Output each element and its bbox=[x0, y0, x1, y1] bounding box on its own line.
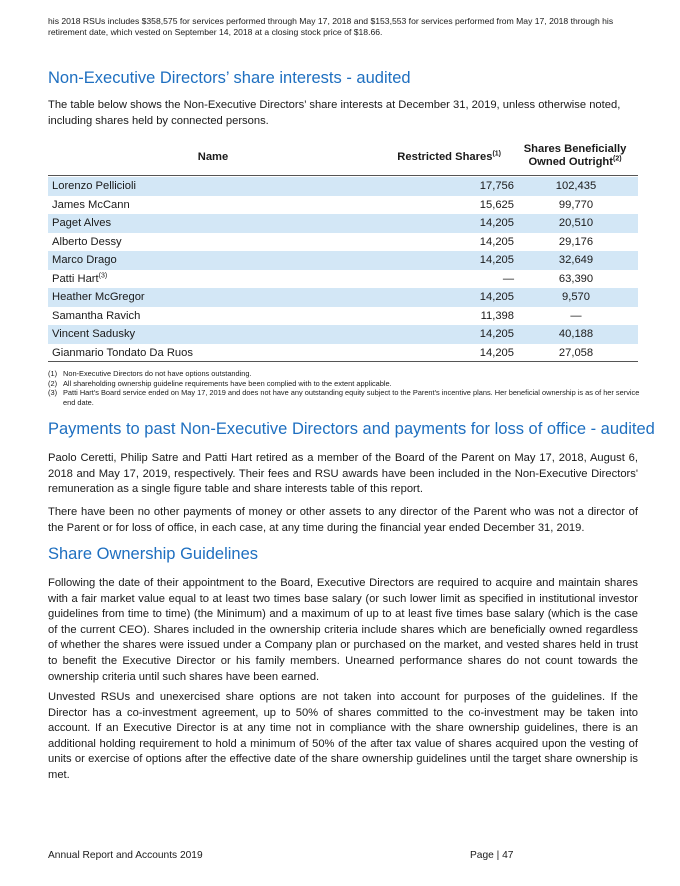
table-row bbox=[48, 288, 638, 307]
table-row bbox=[48, 196, 638, 215]
section-title-payments: Payments to past Non-Executive Directors and payments for loss of office - audited bbox=[48, 420, 655, 438]
section-title-share-interests: Non-Executive Directors’ share interests - audited bbox=[48, 69, 411, 87]
cell-director-name: Alberto Dessy bbox=[52, 235, 122, 248]
table-footnote-1: (1) Non-Executive Directors do not have options outstanding. bbox=[48, 369, 252, 378]
cell-director-name: Paget Alves bbox=[52, 217, 112, 229]
cell-restricted-shares: 17,756 bbox=[479, 180, 514, 192]
guidelines-paragraph-1: Following the date of their appointment to the Board, Executive Directors are required to acquire and maintain shares with a fair market value equal to at least two times base salary (or such lower limit as specified in institutional investor guidelines from time to time) (the Minimum) and a maximum of up to at least five times base salary (which is the case of the current CEO). Shares included in the ownership criteria include shares which are beneficially owned regardless of whether the shares were issued under a Company plan or purchased on the market, and vested shares held in trust to benefit the Executive Director or his family members. Unearned performance shares do not count towards the ownership criteria until such shares have been earned. bbox=[48, 577, 638, 683]
table-row bbox=[48, 177, 638, 196]
cell-restricted-shares: 14,205 bbox=[479, 254, 514, 266]
cell-restricted-shares: 14,205 bbox=[479, 235, 514, 248]
table-bottom-rule bbox=[48, 361, 638, 362]
cell-owned-outright: 29,176 bbox=[558, 235, 594, 248]
payments-paragraph-1: Paolo Ceretti, Philip Satre and Patti Hart retired as a member of the Board of the Parent on May 17, 2018, August 6, 2018 and May 17, 2019, respectively. Their fees and RSU awards have been included in the Non-Executive Directors' remuneration as a single figure table and share interests table of this report. bbox=[48, 452, 638, 496]
cell-restricted-shares: 15,625 bbox=[479, 198, 514, 211]
share-interests-intro: The table below shows the Non-Executive Directors’ share interests at December 31, 2019, unless otherwise noted, including shares held by connected persons. bbox=[48, 99, 621, 127]
cell-director-name: James McCann bbox=[52, 198, 130, 211]
cell-restricted-shares: — bbox=[502, 272, 514, 285]
continued-footnote: his 2018 RSUs includes $358,575 for services performed through May 17, 2018 and $153,553 for services performed from May 17, 2018 through his retirement date, which vested on September 14, 2018 at a closing stock price of $18.66. bbox=[48, 16, 614, 37]
table-row bbox=[48, 233, 638, 252]
cell-owned-outright: 32,649 bbox=[558, 254, 594, 266]
footer-page-number: Page | 47 bbox=[470, 850, 514, 861]
cell-director-name: Gianmario Tondato Da Ruos bbox=[52, 346, 193, 359]
cell-owned-outright: 27,058 bbox=[558, 346, 594, 359]
table-top-rule bbox=[48, 175, 638, 176]
column-header-owned-outright: Shares Beneficially Owned Outright$^{(2)}$ bbox=[523, 143, 627, 168]
column-header-name: Name bbox=[197, 151, 229, 163]
cell-restricted-shares: 14,205 bbox=[479, 217, 514, 229]
cell-restricted-shares: 11,398 bbox=[480, 309, 514, 322]
cell-owned-outright: 63,390 bbox=[558, 272, 594, 285]
table-row bbox=[48, 251, 638, 270]
table-row bbox=[48, 307, 638, 326]
table-row bbox=[48, 325, 638, 344]
cell-owned-outright: — bbox=[570, 309, 582, 322]
cell-director-name: Lorenzo Pellicioli bbox=[52, 180, 136, 192]
cell-owned-outright: 40,188 bbox=[558, 328, 594, 340]
cell-director-name: Patti Hart$^{(3)}$ bbox=[52, 271, 108, 285]
cell-restricted-shares: 14,205 bbox=[479, 346, 514, 359]
table-footnote-3: (3) Patti Hart's Board service ended on May 17, 2019 and does not have any outstanding equity subject to the Parent's incentive plans. Her beneficial ownership is as of her service end date. bbox=[48, 388, 640, 407]
cell-owned-outright: 99,770 bbox=[558, 198, 594, 211]
cell-owned-outright: 20,510 bbox=[558, 217, 594, 229]
cell-director-name: Vincent Sadusky bbox=[52, 328, 136, 340]
cell-director-name: Marco Drago bbox=[52, 254, 117, 266]
cell-restricted-shares: 14,205 bbox=[479, 328, 514, 340]
table-row bbox=[48, 214, 638, 233]
table-row bbox=[48, 344, 638, 363]
section-title-share-ownership-guidelines: Share Ownership Guidelines bbox=[48, 545, 259, 563]
table-row bbox=[48, 270, 638, 289]
cell-restricted-shares: 14,205 bbox=[479, 291, 514, 303]
footer-report-title: Annual Report and Accounts 2019 bbox=[48, 850, 203, 861]
payments-paragraph-2: There have been no other payments of money or other assets to any director of the Parent who was not a director of the Parent or for loss of office, in each case, at any time during the financial year ended December 31, 2019. bbox=[48, 506, 638, 534]
cell-owned-outright: 9,570 bbox=[562, 291, 590, 303]
cell-director-name: Heather McGregor bbox=[52, 291, 145, 303]
cell-owned-outright: 102,435 bbox=[555, 180, 597, 192]
cell-director-name: Samantha Ravich bbox=[52, 309, 141, 322]
table-footnote-2: (2) All shareholding ownership guideline requirements have been complied with to the extent applicable. bbox=[48, 378, 392, 388]
guidelines-paragraph-2: Unvested RSUs and unexercised share options are not taken into account for purposes of the guidelines. If the Director has a co-investment agreement, up to 50% of shares committed to the co-investment may be taken into account. If an Executive Director is at any time not in compliance with the share ownership guidelines, there is an additional holding requirement to hold a minimum of 50% of the after tax value of shares acquired upon the vesting of units or exercise of options after the effective date of the share ownership guidelines until the target share ownership is met. bbox=[48, 691, 638, 781]
column-header-restricted-shares: Restricted Shares$^{(1)}$ bbox=[397, 150, 501, 163]
